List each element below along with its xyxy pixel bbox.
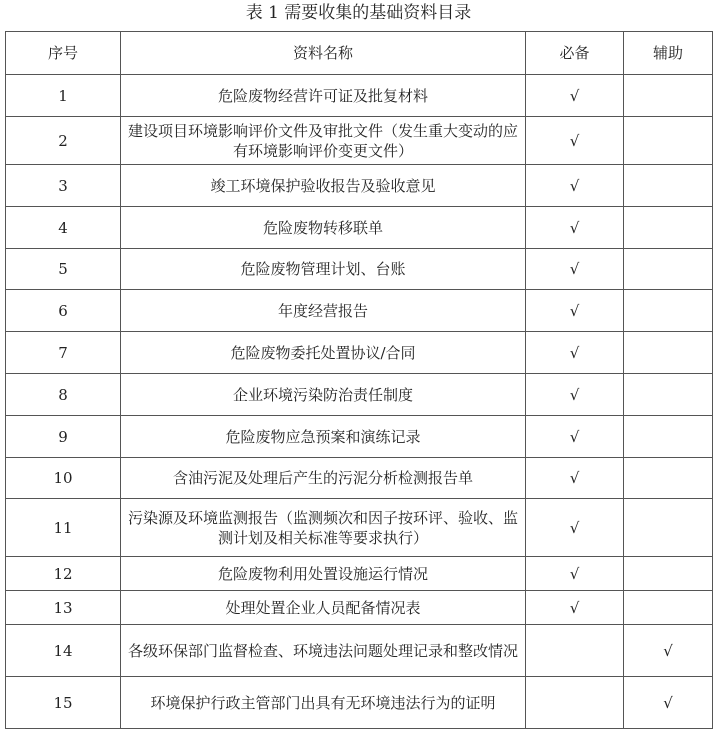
required-check [526,625,624,677]
materials-table [5,31,713,729]
row-name: 危险废物经营许可证及批复材料 [121,75,526,117]
auxiliary-check [624,499,713,557]
row-name: 危险废物委托处置协议/合同 [121,332,526,374]
row-name: 污染源及环境监测报告（监测频次和因子按环评、验收、监测计划及相关标准等要求执行） [121,499,526,557]
row-name: 竣工环境保护验收报告及验收意见 [121,165,526,207]
auxiliary-check: √ [624,625,713,677]
table-row [6,374,713,416]
row-num: 4 [6,207,121,249]
row-name: 危险废物利用处置设施运行情况 [121,557,526,591]
row-num: 9 [6,416,121,458]
table-row [6,117,713,165]
row-num: 15 [6,677,121,729]
table-row [6,249,713,290]
required-check: √ [526,332,624,374]
header-name: 资料名称 [121,32,526,75]
required-check: √ [526,416,624,458]
auxiliary-check [624,374,713,416]
required-check [526,677,624,729]
required-check: √ [526,557,624,591]
row-name: 企业环境污染防治责任制度 [121,374,526,416]
auxiliary-check [624,75,713,117]
row-num: 12 [6,557,121,591]
auxiliary-check [624,416,713,458]
auxiliary-check [624,290,713,332]
row-num: 1 [6,75,121,117]
table-row [6,677,713,729]
table-row [6,165,713,207]
auxiliary-check [624,458,713,499]
table-row [6,290,713,332]
table-row [6,557,713,591]
auxiliary-check [624,591,713,625]
table-row [6,75,713,117]
table-row [6,499,713,557]
row-name: 各级环保部门监督检查、环境违法问题处理记录和整改情况 [121,625,526,677]
required-check: √ [526,458,624,499]
table-header-row [6,32,713,75]
auxiliary-check [624,249,713,290]
row-name: 建设项目环境影响评价文件及审批文件（发生重大变动的应有环境影响评价变更文件） [121,117,526,165]
table-row [6,625,713,677]
table-row [6,332,713,374]
table-row [6,458,713,499]
row-num: 8 [6,374,121,416]
table-row [6,207,713,249]
required-check: √ [526,499,624,557]
row-name: 年度经营报告 [121,290,526,332]
auxiliary-check [624,117,713,165]
row-name: 危险废物管理计划、台账 [121,249,526,290]
auxiliary-check [624,557,713,591]
required-check: √ [526,117,624,165]
table-row [6,591,713,625]
required-check: √ [526,374,624,416]
required-check: √ [526,75,624,117]
row-name: 环境保护行政主管部门出具有无环境违法行为的证明 [121,677,526,729]
row-name: 危险废物应急预案和演练记录 [121,416,526,458]
required-check: √ [526,249,624,290]
row-num: 5 [6,249,121,290]
row-num: 6 [6,290,121,332]
auxiliary-check: √ [624,677,713,729]
required-check: √ [526,290,624,332]
row-num: 13 [6,591,121,625]
row-num: 10 [6,458,121,499]
row-num: 7 [6,332,121,374]
header-required: 必备 [526,32,624,75]
required-check: √ [526,591,624,625]
table-row [6,416,713,458]
row-num: 3 [6,165,121,207]
header-num: 序号 [6,32,121,75]
row-name: 危险废物转移联单 [121,207,526,249]
required-check: √ [526,165,624,207]
row-num: 11 [6,499,121,557]
auxiliary-check [624,207,713,249]
auxiliary-check [624,165,713,207]
table-title: 表 1 需要收集的基础资料目录 [245,3,472,23]
header-auxiliary: 辅助 [624,32,713,75]
auxiliary-check [624,332,713,374]
row-num: 14 [6,625,121,677]
row-name: 含油污泥及处理后产生的污泥分析检测报告单 [121,458,526,499]
required-check: √ [526,207,624,249]
row-num: 2 [6,117,121,165]
row-name: 处理处置企业人员配备情况表 [121,591,526,625]
